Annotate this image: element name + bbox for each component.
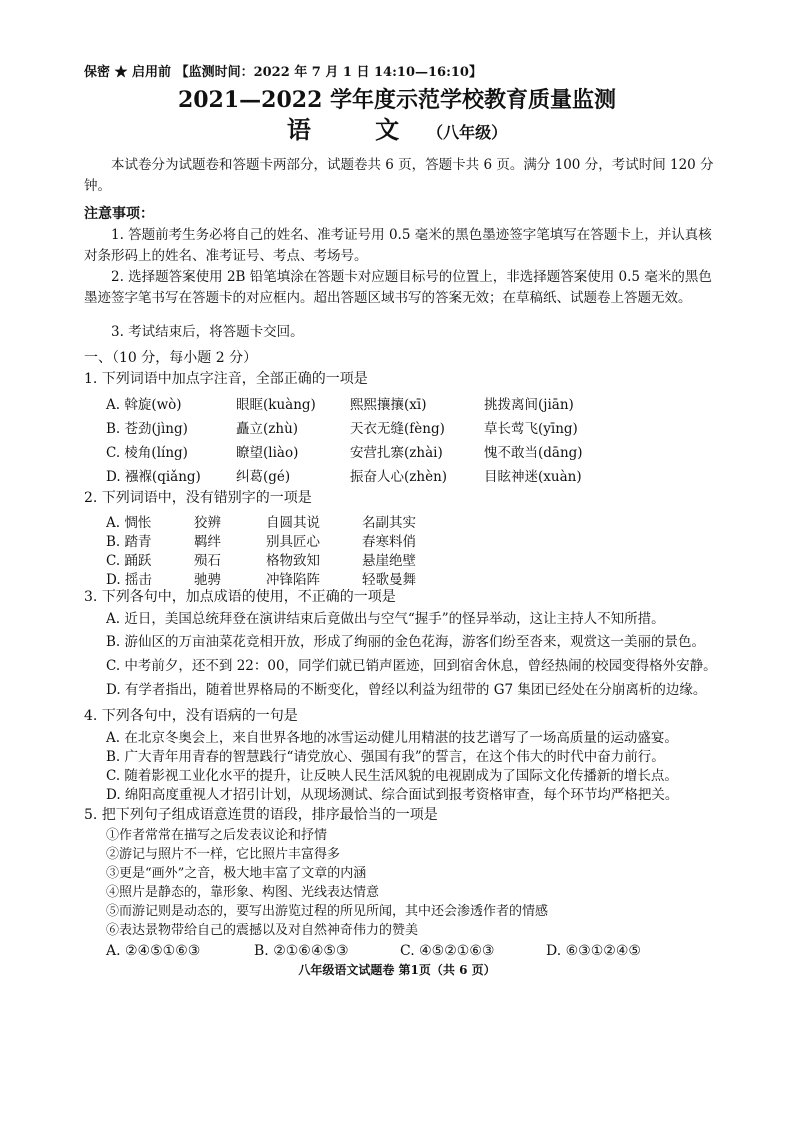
section-heading: 一、（10 分，每小题 2 分） (84, 350, 258, 366)
option-cell: C. 踊跃 (106, 553, 152, 569)
option-cell: 自圆其说 (266, 515, 320, 531)
question-5-answer-a: A. ②④⑤①⑥③ (106, 943, 201, 959)
question-5-answer-d: D. ⑥③①②④⑤ (546, 943, 641, 959)
option-cell: 春寒料俏 (362, 534, 416, 550)
page-footer: 八年级语文试题卷 第1页（共 6 页） (298, 963, 496, 977)
option-cell: 草长莺飞(yīng) (484, 421, 578, 437)
question-4-option-b: B. 广大青年用青春的智慧践行“请党放心、强国有我”的誓言，在这个伟大的时代中奋力前行。 (106, 749, 665, 765)
option-cell: D. 襁褓(qiǎng) (106, 469, 201, 485)
question-5-stem: 5. 把下列句子组成语意连贯的语段，排序最恰当的一项是 (84, 807, 438, 823)
option-cell: 安营扎寨(zhài) (350, 445, 443, 461)
question-5-sentence-1: ①作者常常在描写之后发表议论和抒情 (106, 828, 328, 843)
question-4-option-c: C. 随着影视工业化水平的提升，让反映人民生活风貌的电视剧成为了国际文化传播新的增长点。 (106, 768, 678, 784)
option-cell: 冲锋陷阵 (266, 572, 320, 588)
question-5-sentence-2: ②游记与照片不一样，它比照片丰富得多 (106, 847, 341, 862)
question-3-option-c: C. 中考前夕，还不到 22：00，同学们就已销声匿迹，回到宿舍休息，曾经热闹的校园变得格外安静。 (106, 658, 717, 674)
option-cell: 熙熙攘攘(xī) (350, 397, 427, 413)
question-1-stem: 1. 下列词语中加点字注音，全部正确的一项是 (84, 371, 368, 387)
question-5-sentence-6: ⑥表达景物带给自己的震撼以及对自然神奇伟力的赞美 (106, 923, 419, 938)
option-cell: 振奋人心(zhèn) (350, 469, 448, 485)
option-cell: B. 踏青 (106, 534, 152, 550)
notice-item-3: 3. 考试结束后，将答题卡交回。 (111, 324, 304, 340)
question-4-option-d: D. 绵阳高度重视人才招引计划，从现场测试、综合面试到报考资格审查，每个环节均严格把关。 (106, 787, 679, 803)
exam-intro: 本试卷分为试题卷和答题卡两部分，试题卷共 6 页，答题卡共 6 页。满分 100 分，考试时间 120 分钟。 (84, 157, 714, 194)
question-3-option-b: B. 游仙区的万亩油菜花竞相开放，形成了绚丽的金色花海，游客们纷至沓来，观赏这一美丽的景色。 (106, 634, 706, 650)
question-4-option-a: A. 在北京冬奥会上，来自世界各地的冰雪运动健儿用精湛的技艺谱写了一场高质量的运动盛宴。 (106, 730, 678, 746)
question-5-sentence-5: ⑤而游记则是动态的，要写出游览过程的所见所闻，其中还会渗透作者的情感 (106, 904, 549, 919)
option-cell: 悬崖绝壁 (362, 553, 416, 569)
grade-label: （八年级） (427, 123, 508, 142)
option-cell: C. 棱角(líng) (106, 445, 188, 461)
option-cell: 格物致知 (266, 553, 320, 569)
notice-item-2: 2. 选择题答案使用 2B 铅笔填涂在答题卡对应题目标号的位置上，非选择题答案使用 0.5 毫米的黑色墨迹签字笔书写在答题卡的对应框内。超出答题区域书写的答案无效；在草稿纸、试题卷上答题无效。 (84, 269, 712, 306)
option-cell: 眼眶(kuàng) (236, 397, 316, 413)
option-cell: B. 苍劲(jìng) (106, 421, 188, 437)
option-cell: 目眩神迷(xuàn) (484, 469, 582, 485)
option-cell: 矗立(zhù) (236, 421, 299, 437)
option-cell: 别具匠心 (266, 534, 320, 550)
question-5-answer-c: C. ④⑤②①⑥③ (400, 943, 495, 959)
option-cell: A. 斡旋(wò) (106, 397, 182, 413)
option-cell: 殒石 (194, 553, 221, 569)
notice-item-1: 1. 答题前考生务必将自己的姓名、准考证号用 0.5 毫米的黑色墨迹签字笔填写在答题卡上，并认真核对条形码上的姓名、准考证号、考点、考场号。 (84, 227, 712, 264)
question-3-option-d: D. 有学者指出，随着世界格局的不断变化，曾经以利益为纽带的 G7 集团已经处在分崩离析的边缘。 (106, 682, 707, 698)
question-2-stem: 2. 下列词语中，没有错别字的一项是 (84, 490, 312, 506)
option-cell: 纠葛(gé) (236, 469, 291, 485)
option-cell: 瞭望(liào) (236, 445, 299, 461)
option-cell: 挑拨离间(jiān) (484, 397, 574, 413)
option-cell: 狡辨 (194, 515, 221, 531)
option-cell: 愧不敢当(dāng) (484, 445, 583, 461)
question-3-stem: 3. 下列各句中，加点成语的使用，不正确的一项是 (84, 589, 396, 605)
option-cell: 天衣无缝(fèng) (350, 421, 445, 437)
question-5-sentence-4: ④照片是静态的，靠形象、构图、光线表达情意 (106, 885, 380, 900)
option-cell: 驰骋 (194, 572, 221, 588)
option-cell: D. 摇击 (106, 572, 152, 588)
question-4-stem: 4. 下列各句中，没有语病的一句是 (84, 708, 298, 724)
exam-title: 2021—2022 学年度示范学校教育质量监测 (177, 87, 617, 113)
subject-name: 语 文 (286, 115, 428, 144)
option-cell: 名副其实 (362, 515, 416, 531)
subject-title (0, 115, 794, 149)
option-cell: 轻歌曼舞 (362, 572, 416, 588)
option-cell: A. 惆怅 (106, 515, 152, 531)
notice-heading: 注意事项： (84, 206, 154, 222)
question-5-sentence-3: ③更是“画外”之音，极大地丰富了文章的内涵 (106, 866, 367, 881)
confidential-header: 保密 ★ 启用前 【监测时间：2022 年 7 月 1 日 14:10—16:10】 (84, 65, 482, 80)
question-3-option-a: A. 近日，美国总统拜登在演讲结束后竟做出与空气“握手”的怪异举动，这让主持人不知所措。 (106, 611, 665, 627)
question-5-answer-b: B. ②①⑥④⑤③ (254, 943, 349, 959)
option-cell: 羁绊 (194, 534, 221, 550)
